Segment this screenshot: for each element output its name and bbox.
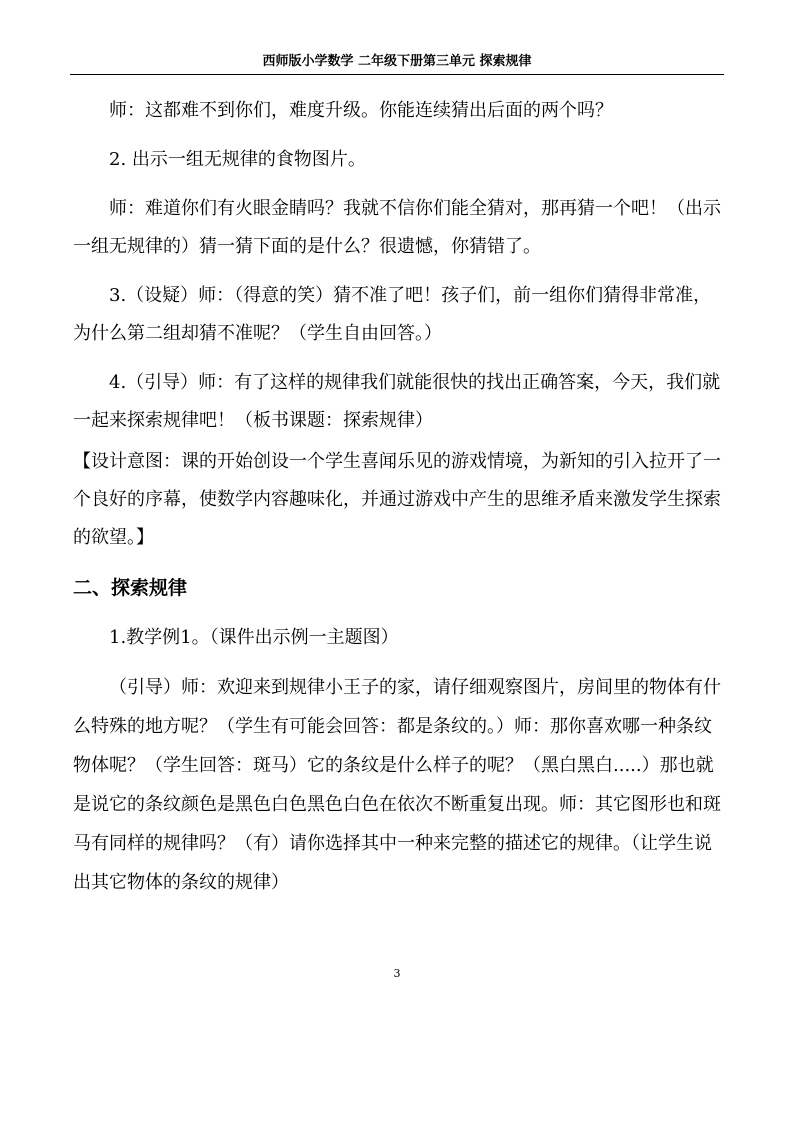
page-number: 3 — [393, 967, 401, 980]
paragraph-teacher-challenge: 师：这都难不到你们，难度升级。你能连续猜出后面的两个吗？ — [109, 100, 613, 121]
page-header-title: 西师版小学数学 二年级下册第三单元 探索规律 — [262, 54, 532, 69]
paragraph-teacher-guess: 师：难道你们有火眼金睛吗？我就不信你们能全猜对，那再猜一个吧！（出示一组无规律的）猜一猜下面的是什么？很遗憾，你猜错了。 — [73, 198, 721, 257]
header-rule — [70, 74, 724, 75]
section-heading: 二、探索规律 — [73, 577, 188, 599]
paragraph-guide-discussion: （引导）师：欢迎来到规律小王子的家，请仔细观察图片，房间里的物体有什么特殊的地方呢？（学生有可能会回答：都是条纹的。）师：那你喜欢哪一种条纹物体呢？（学生回答：斑马）它的条纹是什么样子的呢？（黑白黑白.....）那也就是说它的条纹颜色是黑色白色黑色白色在依次不断重复出现。师：其它图形也和斑马有同样的规律吗？（有）请你选择其中一种来完整的描述它的规律。（让学生说出其它物体的条纹的规律） — [73, 677, 721, 893]
document-body — [73, 92, 723, 902]
paragraph-step-4: 4.（引导）师：有了这样的规律我们就能很快的找出正确答案，今天，我们就一起来探索规律吧！（板书课题：探索规律） — [73, 372, 721, 431]
paragraph-step-2: 2. 出示一组无规律的食物图片。 — [109, 149, 366, 170]
paragraph-example-1: 1.教学例1。（课件出示例一主题图） — [109, 627, 399, 648]
design-intent-note: 【设计意图：课的开始创设一个学生喜闻乐见的游戏情境，为新知的引入拉开了一个良好的序幕，使数学内容趣味化，并通过游戏中产生的思维矛盾来激发学生探索的欲望。】 — [73, 451, 721, 548]
paragraph-step-3: 3.（设疑）师：（得意的笑）猜不准了吧！孩子们，前一组你们猜得非常准，为什么第二组却猜不准呢？（学生自由回答。） — [73, 285, 712, 344]
